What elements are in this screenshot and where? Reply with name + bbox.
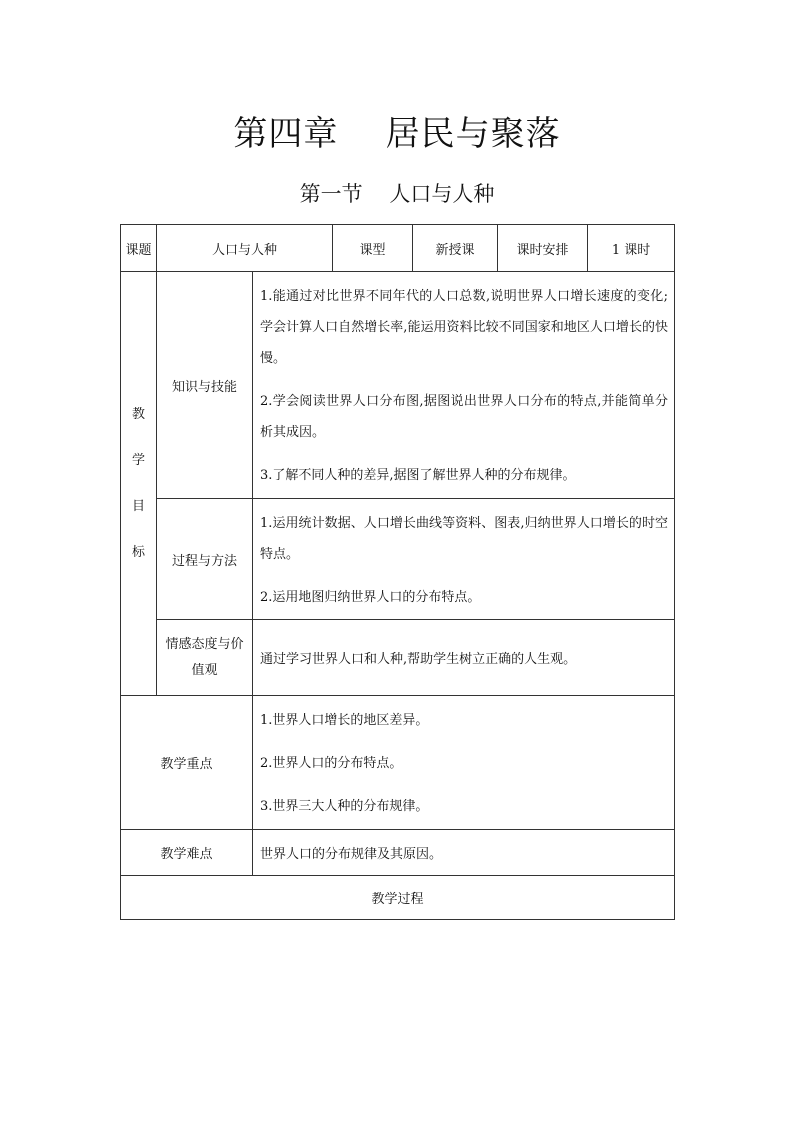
process-content [253,499,675,620]
emotion-label [157,620,253,696]
knowledge-row [121,272,675,499]
type-value: 新授课 [413,225,498,272]
emotion-row [121,620,675,696]
type-label: 课型 [333,225,413,272]
difficult-points-label: 教学难点 [121,830,253,876]
header-row [121,225,675,272]
objectives-label-char: 标 [131,544,145,560]
key-point-item: 1.世界人口增长的地区差异。 [260,713,429,728]
process-item: 1.运用统计数据、人口增长曲线等资料、图表,归纳世界人口增长的时空特点。 [260,515,669,562]
process-row [121,499,675,620]
objectives-label-char: 学 [131,452,145,468]
key-points-content [253,696,675,830]
chapter-title: 第四章 居民与聚落 [233,114,561,154]
key-points-label: 教学重点 [121,696,253,830]
difficult-points-content: 世界人口的分布规律及其原因。 [253,830,675,876]
emotion-label-line2: 值观 [191,662,218,678]
objectives-label-char: 教 [131,406,145,422]
objectives-label-char: 目 [131,498,145,514]
knowledge-item: 1.能通过对比世界不同年代的人口总数,说明世界人口增长速度的变化;学会计算人口自然增长率,能运用资料比较不同国家和地区人口增长的快慢。 [260,289,669,366]
key-points-row [121,696,675,830]
objectives-label [121,272,157,696]
process-item: 2.运用地图归纳世界人口的分布特点。 [260,589,481,605]
knowledge-content [253,272,675,499]
emotion-content: 通过学习世界人口和人种,帮助学生树立正确的人生观。 [253,620,675,696]
knowledge-item: 2.学会阅读世界人口分布图,据图说出世界人口分布的特点,并能简单分析其成因。 [260,394,669,440]
key-point-item: 3.世界三大人种的分布规律。 [260,799,429,814]
emotion-label-line1: 情感态度与价 [165,636,244,652]
difficult-points-row [121,830,675,876]
knowledge-label: 知识与技能 [157,272,253,499]
section-title: 第一节 人口与人种 [299,182,495,206]
topic-value: 人口与人种 [157,225,333,272]
hours-label: 课时安排 [498,225,588,272]
process-label: 过程与方法 [157,499,253,620]
topic-label: 课题 [121,225,157,272]
process-header-row [121,876,675,920]
teaching-process-header: 教学过程 [121,876,675,920]
lesson-plan-table [120,224,675,920]
knowledge-item: 3.了解不同人种的差异,据图了解世界人种的分布规律。 [260,468,576,483]
key-point-item: 2.世界人口的分布特点。 [260,756,403,771]
hours-value: 1 课时 [588,225,675,272]
